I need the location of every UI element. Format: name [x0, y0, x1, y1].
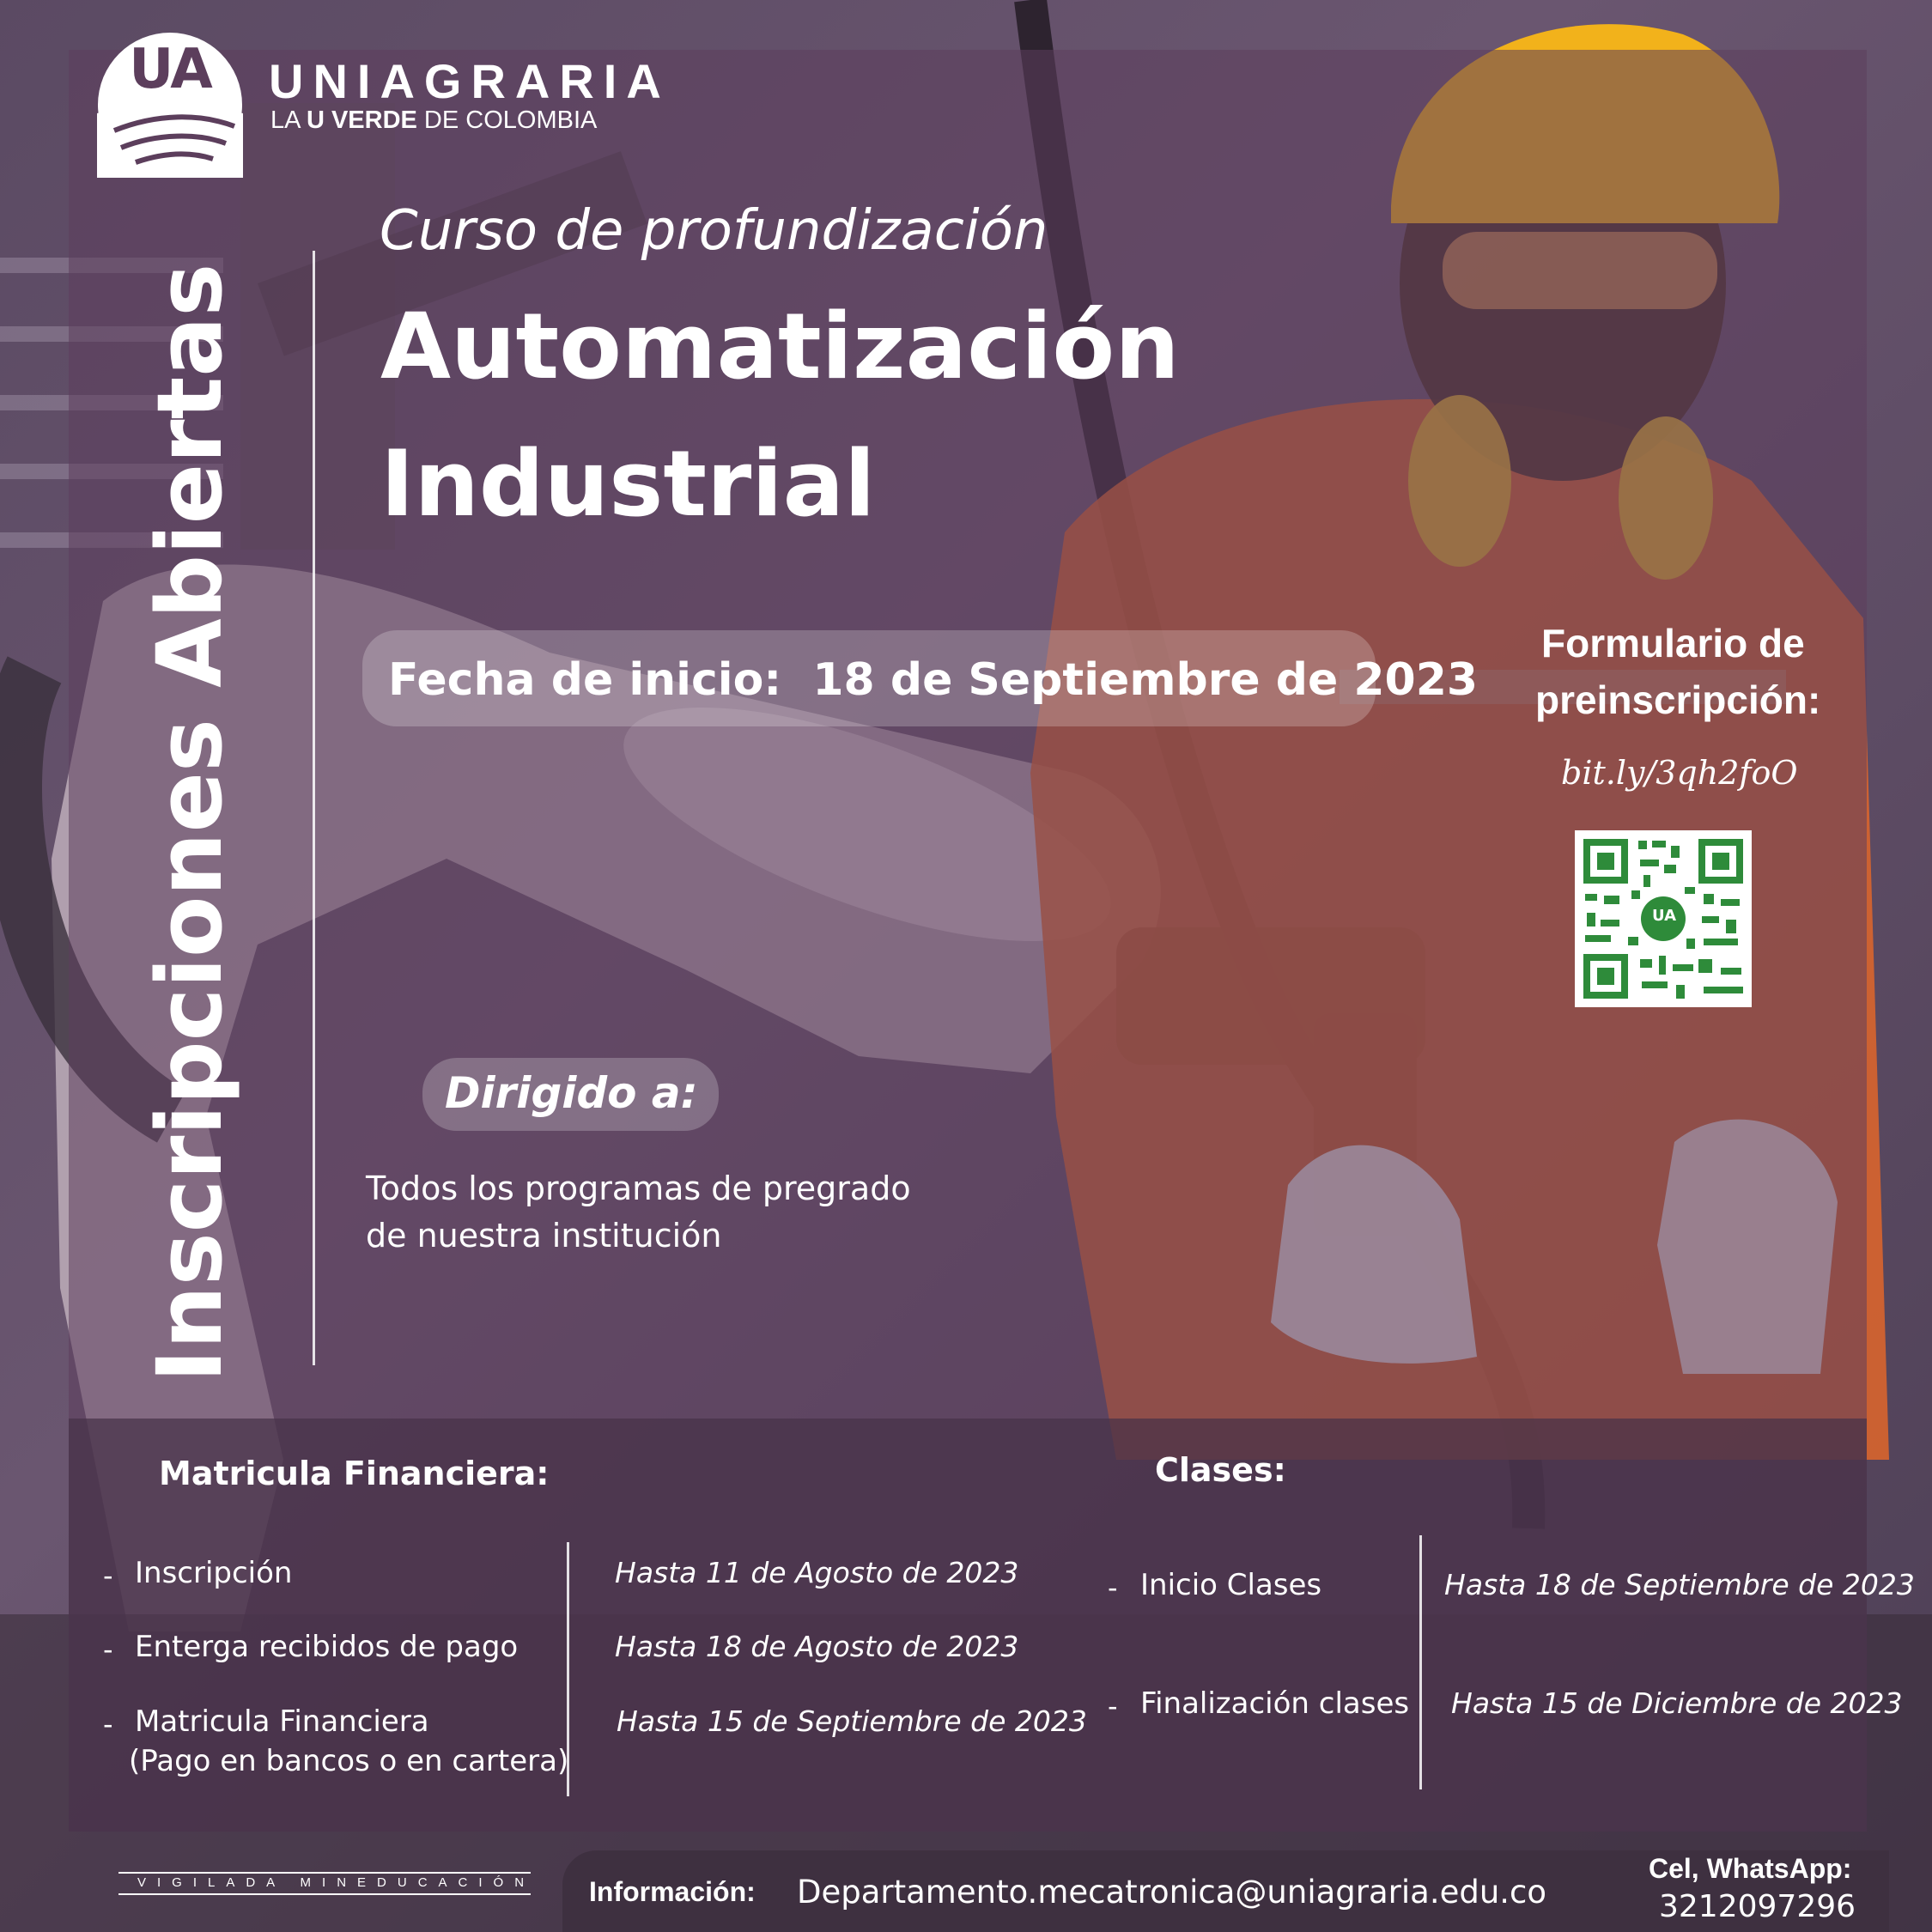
course-kicker: Curso de profundización — [380, 199, 1048, 263]
form-label-line2: preinscripción: — [1535, 677, 1821, 722]
audience-line1: Todos los programas de pregrado — [366, 1170, 911, 1207]
side-banner: Inscripciones Abiertas — [137, 263, 242, 1382]
classes-dash: - — [1108, 1571, 1118, 1604]
classes-item-label: Inicio Clases — [1140, 1568, 1322, 1602]
classes-item-date: Hasta 18 de Septiembre de 2023 — [1444, 1568, 1915, 1601]
enrollment-item-date: Hasta 18 de Agosto de 2023 — [615, 1630, 1019, 1663]
logo-letters: UA — [129, 38, 211, 101]
classes-heading: Clases: — [1155, 1451, 1286, 1489]
info-email[interactable]: Departamento.mecatronica@uniagraria.edu.co — [797, 1874, 1547, 1911]
enrollment-item-date: Hasta 15 de Septiembre de 2023 — [617, 1704, 1087, 1738]
phone-number[interactable]: 3212097296 — [1659, 1889, 1856, 1924]
start-date: Fecha de inicio: 18 de Septiembre de 2023 — [388, 654, 1479, 706]
course-title-line1: Automatización — [380, 294, 1180, 399]
brand-name: UNIAGRARIA — [269, 54, 671, 108]
form-label-line1: Formulario de — [1541, 621, 1805, 665]
enrollment-item-label: Inscripción — [135, 1556, 293, 1590]
form-link[interactable]: bit.ly/3qh2foO — [1561, 754, 1798, 792]
classes-dash: - — [1108, 1690, 1118, 1722]
enrollment-dash: - — [103, 1708, 113, 1741]
classes-item-label: Finalización clases — [1140, 1686, 1410, 1721]
vigilada-label: VIGILADA MINEDUCACIÓN — [137, 1875, 536, 1890]
enrollment-item-label: Enterga recibidos de pago — [135, 1630, 519, 1664]
audience-label: Dirigido a: — [445, 1068, 698, 1118]
enrollment-dash: - — [103, 1559, 113, 1592]
vigilada-line-bottom — [118, 1893, 531, 1895]
enrollment-heading: Matricula Financiera: — [159, 1455, 550, 1492]
phone-label: Cel, WhatsApp: — [1649, 1853, 1852, 1884]
enrollment-item-sub: (Pago en bancos o en cartera) — [129, 1744, 569, 1778]
qr-center-label: UA — [1652, 907, 1676, 925]
course-title-line2: Industrial — [380, 431, 876, 537]
enrollment-item-date: Hasta 11 de Agosto de 2023 — [615, 1556, 1019, 1589]
vigilada-line-top — [118, 1872, 531, 1874]
side-divider — [313, 251, 315, 1365]
info-label: Información: — [589, 1876, 756, 1907]
audience-line2: de nuestra institución — [366, 1217, 722, 1255]
classes-item-date: Hasta 15 de Diciembre de 2023 — [1451, 1686, 1903, 1720]
enrollment-dash: - — [103, 1633, 113, 1666]
brand-tagline: LA U VERDE DE COLOMBIA — [270, 106, 598, 134]
classes-divider — [1419, 1535, 1422, 1789]
enrollment-item-label: Matricula Financiera — [135, 1704, 429, 1739]
